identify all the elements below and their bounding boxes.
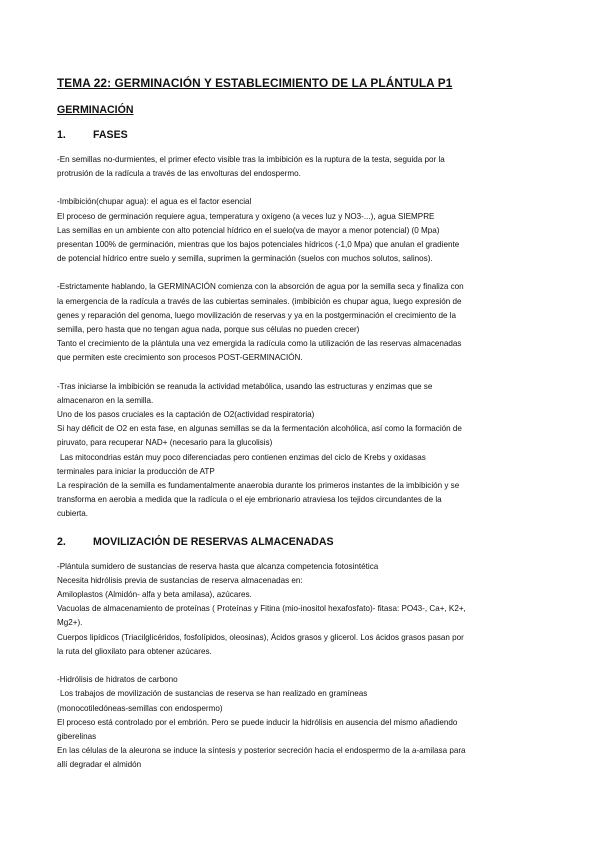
- paragraph: [57, 195, 517, 266]
- text-line: El proceso de germinación requiere agua, temperatura y oxígeno (a veces luz y NO3-...), agua SIEMPRE: [57, 211, 435, 221]
- section-heading-movilizacion: [57, 536, 517, 548]
- text-line: (monocotiledóneas-semillas con endospermo): [57, 703, 223, 713]
- section-number: 2.: [57, 535, 66, 548]
- paragraph: [57, 153, 517, 181]
- text-line: la emergencia de la radícula a través de las cubiertas seminales. (imbibición es chupar agua, luego expresión de: [57, 296, 462, 306]
- text-line: -Estrictamente hablando, la GERMINACIÓN comienza con la absorción de agua por la semilla seca y finaliza con: [57, 282, 464, 292]
- text-line: -Plántula sumidero de sustancias de reserva hasta que alcanza competencia fotosintética: [57, 561, 379, 571]
- text-line: la ruta del glioxilato para obtener azúcares.: [57, 646, 212, 656]
- text-line: genes y reparación del genoma, luego movilización de reservas y ya en la postgerminación el crecimiento de la: [57, 310, 457, 320]
- text-line: Las semillas en un ambiente con alto potencial hídrico en el suelo(va de mayor a menor potencial) (0 Mpa): [57, 225, 440, 235]
- text-line: Necesita hidrólisis previa de sustancias de reserva almacenadas en:: [57, 575, 303, 585]
- text-line: de potencial hídrico entre suelo y semilla, suprimen la germinación (suelos con muchos solutos, salinos).: [57, 254, 433, 264]
- text-line: En las células de la aleurona se induce la síntesis y posterior secreción hacia el endospermo de la a-amilasa para: [57, 746, 466, 756]
- text-line: Las mitocondrias están muy poco diferenciadas pero contienen enzimas del ciclo de Krebs y oxidasas: [60, 452, 426, 462]
- text-line: transforma en aerobia a medida que la radícula o el eje embrionario atraviesa los tejidos circundantes de la: [57, 495, 442, 505]
- text-line: protrusión de la radícula a través de las envolturas del endospermo.: [57, 169, 301, 179]
- text-line: La respiración de la semilla es fundamentalmente anaerobia durante los primeros instantes de la imbibición y se: [57, 481, 460, 491]
- text-line: piruvato, para recuperar NAD+ (necesario para la glucolisis): [57, 438, 273, 448]
- text-line: terminales para iniciar la producción de ATP: [57, 466, 215, 476]
- text-line: allí degradar el almidón: [57, 760, 142, 770]
- text-line: Cuerpos lipídicos (Triacilglicéridos, fosfolípidos, oleosinas), Ácidos grasos y glicerol. Los ácidos grasos pasan por: [57, 632, 464, 642]
- text-line: giberelinas: [57, 731, 97, 741]
- section-title: FASES: [93, 129, 128, 141]
- text-line: almacenaron en la semilla.: [57, 395, 154, 405]
- section-number: 1.: [57, 129, 66, 141]
- text-line: Tanto el crecimiento de la plántula una vez emergida la radícula como la utilización de las reservas almacenadas: [57, 339, 462, 349]
- text-line: Los trabajos de movilización de sustancias de reserva se han realizado en gramíneas: [60, 689, 368, 699]
- document-content: [57, 76, 517, 787]
- section-heading-fases: [57, 129, 517, 141]
- text-line: Si hay déficit de O2 en esta fase, en algunas semillas se da la fermentación alcohólica, así como la formación de: [57, 424, 462, 434]
- section-title: MOVILIZACIÓN DE RESERVAS ALMACENADAS: [93, 535, 334, 548]
- paragraph: [57, 280, 517, 365]
- document-subtitle: GERMINACIÓN: [57, 104, 134, 116]
- text-line: Uno de los pasos cruciales es la captación de O2(actividad respiratoria): [57, 410, 315, 420]
- text-line: El proceso está controlado por el embrión. Pero se puede inducir la hidrólisis en ausencia del mismo añadiendo: [57, 717, 458, 727]
- text-line: -Hidrólisis de hidratos de carbono: [57, 675, 178, 685]
- text-line: Mg2+).: [57, 618, 83, 628]
- text-line: semilla, pero hasta que no tengan agua nada, porque sus células no pueden crecer): [57, 325, 360, 335]
- text-line: -En semillas no-durmientes, el primer efecto visible tras la imbibición es la ruptura de la testa, seguida por la: [57, 155, 445, 164]
- paragraph: [57, 673, 517, 772]
- text-line: -Imbibición(chupar agua): el agua es el factor esencial: [57, 197, 252, 207]
- paragraph: [57, 380, 517, 522]
- text-line: Amiloplastos (Almidón- alfa y beta amilasa), azúcares.: [57, 590, 252, 600]
- text-line: que permiten este crecimiento son procesos POST-GERMINACIÓN.: [57, 353, 303, 363]
- text-line: -Tras iniciarse la imbibición se reanuda la actividad metabólica, usando las estructuras y enzimas que se: [57, 381, 433, 391]
- text-line: Vacuolas de almacenamiento de proteínas ( Proteínas y Fitina (mio-inositol hexafosfato)- fitasa: PO43-, Ca+, K2+,: [57, 604, 466, 614]
- text-line: presentan 100% de germinación, mientras que los bajos potenciales hídricos (-1,0 Mpa) que anulan el gradiente: [57, 240, 460, 250]
- paragraph: [57, 560, 517, 659]
- text-line: cubierta.: [57, 509, 89, 519]
- document-title: TEMA 22: GERMINACIÓN Y ESTABLECIMIENTO DE LA PLÁNTULA P1: [57, 76, 453, 90]
